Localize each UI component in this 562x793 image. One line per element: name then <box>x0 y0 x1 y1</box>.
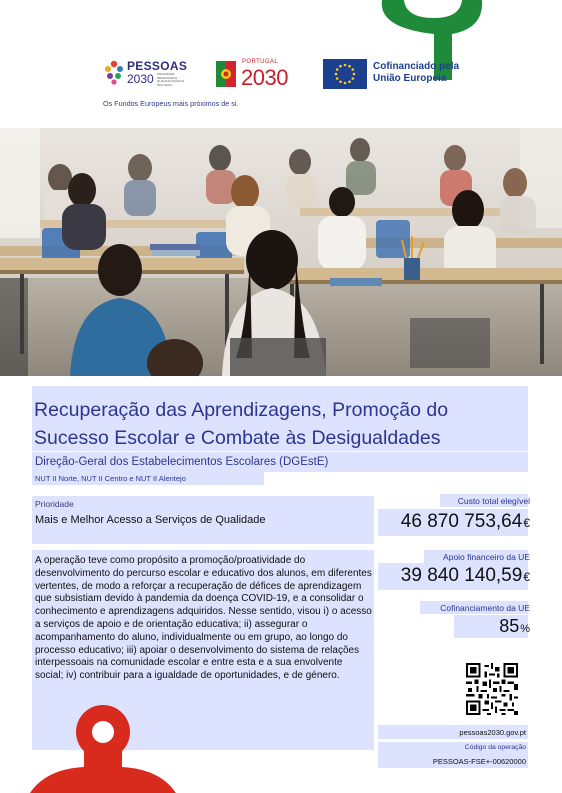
total-cost-currency: € <box>523 516 530 530</box>
portugal-logo-year: 2030 <box>241 65 288 90</box>
portugal-emblem-icon <box>214 59 238 89</box>
pessoas-flower-icon <box>103 58 125 86</box>
cofinancing-value: 85 <box>499 616 520 636</box>
total-cost-amount <box>401 511 530 533</box>
total-cost-label: Custo total elegível <box>457 496 530 506</box>
eu-support-currency: € <box>523 570 530 584</box>
classroom-photo <box>0 128 562 376</box>
portugal-logo-word: PORTUGAL <box>242 59 279 65</box>
pessoas-logo-subtitle: PROGRAMA DEMOGRAFIA QUALIFICAÇÕES E INCLUSÃO <box>157 72 185 87</box>
operation-code-label: Código da operação <box>464 744 526 751</box>
operation-description: A operação teve como propósito a promoção/proatividade do desenvolvimento do percurso escolar e educativo dos alunos, em diferentes vertentes, de modo a reforçar a recuperação de défices de aprendizagem que subsistiam devido à pandemia da doença COVID-19, e a consolidar o conhecimento e aprendizagens adquiridos. Nesse sentido, visou i) o acesso a serviços de apoio e de orientação educativa; ii) assegurar o acompanhamento do aluno, individualmente ou em grupo, ao longo do processo educativo; iii) apoiar o desenvolvimento do sistema de relações interpessoais na comunidade escolar e entre esta e a sua envolvente social; iv) contribuir para a igualdade de oportunidades, e de género. <box>35 555 372 682</box>
eu-flag-icon <box>323 59 367 89</box>
portugal-2030-logo <box>214 58 300 90</box>
pessoas-logo-word: PESSOAS <box>127 59 188 73</box>
eu-support-value: 39 840 140,59 <box>400 565 523 586</box>
qr-code[interactable] <box>466 663 518 715</box>
beneficiary-organization: Direção-Geral dos Estabelecimentos Escolares (DGEstE) <box>35 456 329 468</box>
total-cost-value: 46 870 753,64 <box>400 511 523 532</box>
eu-support-amount <box>401 565 530 587</box>
cofinancing-amount <box>499 616 530 637</box>
eu-logo-line2: União Europeia <box>373 73 447 84</box>
red-decoration <box>26 705 176 793</box>
cofinancing-label: Cofinanciamento da UE <box>440 603 530 613</box>
priority-label-background <box>32 496 374 510</box>
regions-text: NUT II Norte, NUT II Centro e NUT II Alentejo <box>35 474 186 483</box>
project-title: Recuperação das Aprendizagens, Promoção do Sucesso Escolar e Combate às Desigualdades <box>34 399 449 449</box>
tagline: Os Fundos Europeus mais próximos de si. <box>103 99 239 108</box>
cofinancing-unit: % <box>520 623 530 635</box>
pessoas-logo-year: 2030 <box>127 72 154 86</box>
eu-cofinanced-logo <box>323 58 473 90</box>
eu-support-label: Apoio financeiro da UE <box>443 552 530 562</box>
eu-logo-line1: Cofinanciado pela <box>373 61 460 72</box>
website-link[interactable]: pessoas2030.gov.pt <box>459 728 526 737</box>
pessoas-2030-logo <box>103 58 193 88</box>
operation-code: PESSOAS-FSE+-00620000 <box>432 757 526 766</box>
priority-label: Prioridade <box>35 499 74 509</box>
priority-value: Mais e Melhor Acesso a Serviços de Qualidade <box>35 514 266 526</box>
